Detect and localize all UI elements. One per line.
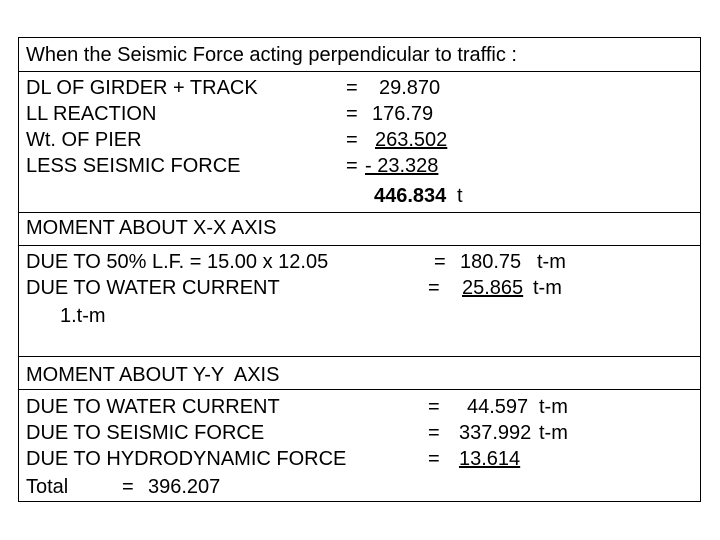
load-value: 263.502 xyxy=(375,129,448,151)
load-label: DL OF GIRDER + TRACK xyxy=(26,77,258,99)
moment-label: DUE TO SEISMIC FORCE xyxy=(26,422,265,444)
moment-value: 25.865 xyxy=(462,277,524,299)
divider xyxy=(18,71,701,72)
load-value: - 23.328 xyxy=(365,155,439,177)
equals-sign: = xyxy=(428,396,440,418)
load-label: Wt. OF PIER xyxy=(26,129,142,151)
load-total-unit: t xyxy=(457,185,463,207)
equals-sign: = xyxy=(428,448,440,470)
divider xyxy=(18,245,701,246)
moment-note: 1.t-m xyxy=(60,305,106,327)
section-heading-yy: MOMENT ABOUT Y-Y AXIS xyxy=(26,364,280,386)
divider xyxy=(18,212,701,213)
equals-sign: = xyxy=(122,476,134,498)
table-title: When the Seismic Force acting perpendicular to traffic : xyxy=(26,44,517,66)
load-total-value: 446.834 xyxy=(374,185,447,207)
equals-sign: = xyxy=(346,77,358,99)
load-label: LL REACTION xyxy=(26,103,157,125)
equals-sign: = xyxy=(428,422,440,444)
moment-label: DUE TO WATER CURRENT xyxy=(26,396,280,418)
equals-sign: = xyxy=(346,103,358,125)
moment-value: 337.992 xyxy=(459,422,532,444)
moment-unit: t-m xyxy=(537,251,566,273)
equals-sign: = xyxy=(428,277,440,299)
total-label: Total xyxy=(26,476,69,498)
equals-sign: = xyxy=(434,251,446,273)
moment-value: 180.75 xyxy=(460,251,522,273)
divider xyxy=(18,389,701,390)
moment-value: 13.614 xyxy=(459,448,521,470)
moment-label: DUE TO WATER CURRENT xyxy=(26,277,280,299)
section-heading-xx: MOMENT ABOUT X-X AXIS xyxy=(26,217,277,239)
moment-label: DUE TO HYDRODYNAMIC FORCE xyxy=(26,448,347,470)
load-label: LESS SEISMIC FORCE xyxy=(26,155,241,177)
moment-unit: t-m xyxy=(533,277,562,299)
moment-label: DUE TO 50% L.F. = 15.00 x 12.05 xyxy=(26,251,329,273)
divider xyxy=(18,356,701,357)
load-value: 176.79 xyxy=(372,103,434,125)
total-value: 396.207 xyxy=(148,476,221,498)
moment-unit: t-m xyxy=(539,396,568,418)
equals-sign: = xyxy=(346,155,358,177)
moment-unit: t-m xyxy=(539,422,568,444)
load-value: 29.870 xyxy=(379,77,441,99)
equals-sign: = xyxy=(346,129,358,151)
moment-value: 44.597 xyxy=(467,396,529,418)
